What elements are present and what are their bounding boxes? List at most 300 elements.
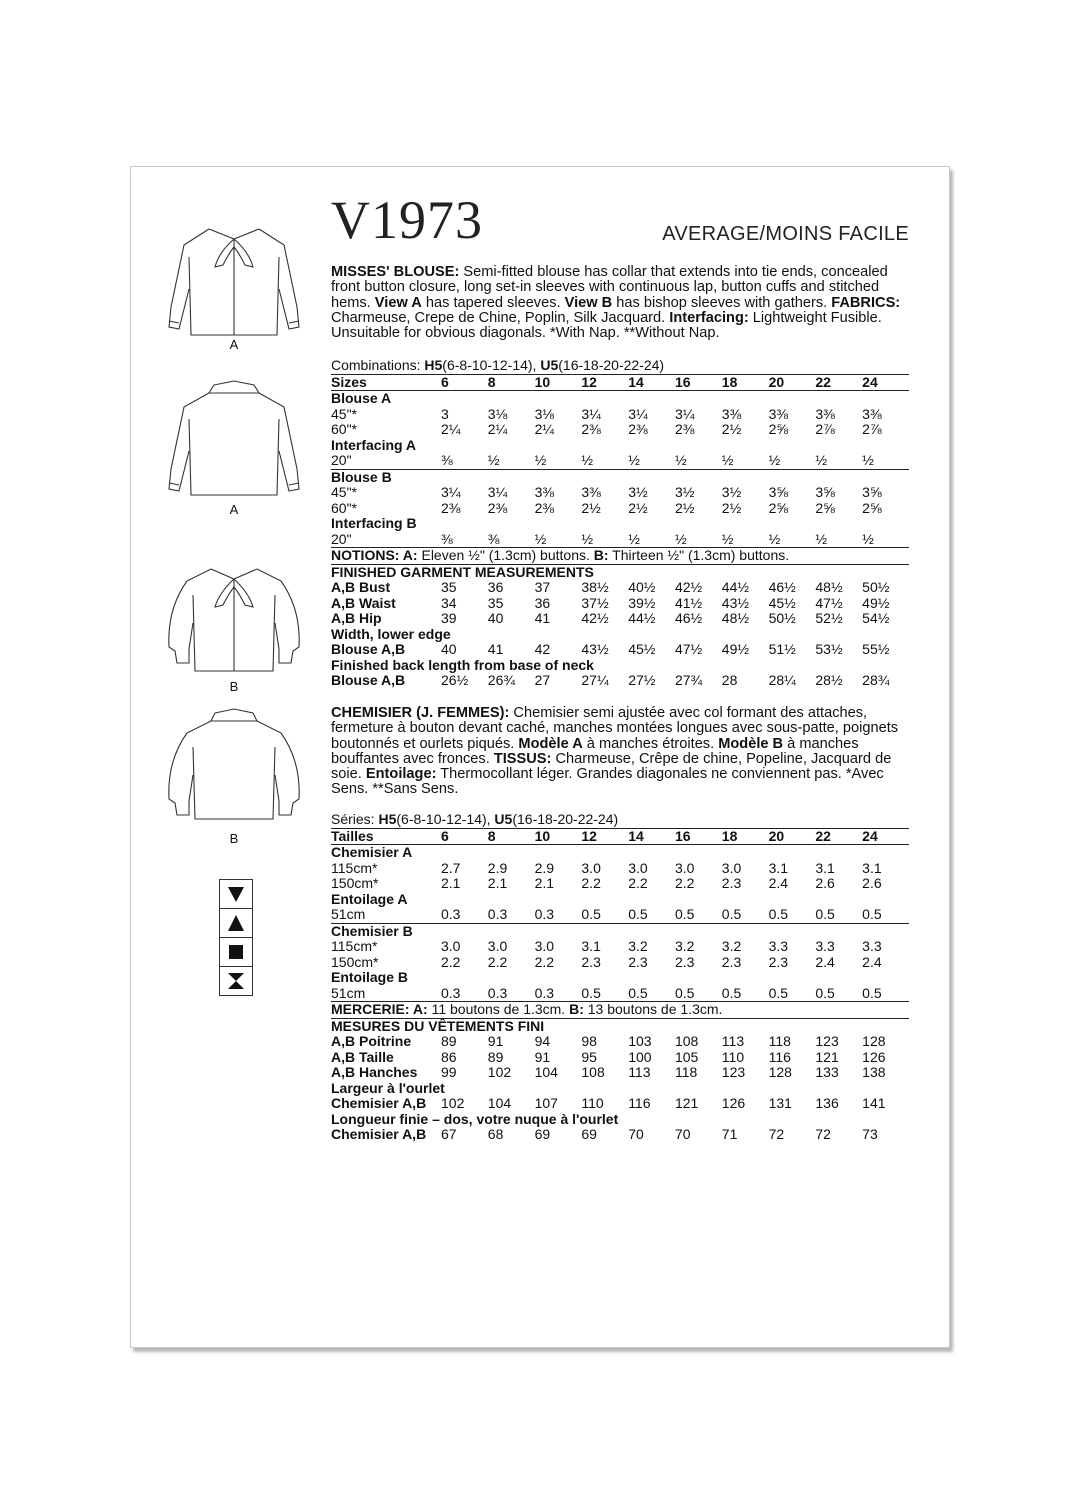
- bold-text: FABRICS:: [831, 294, 901, 311]
- yardage-value: 2¼: [534, 421, 555, 437]
- measurement-value: 105: [674, 1048, 699, 1065]
- yardage-value: 0.5: [628, 984, 648, 1001]
- yardage-value: 0.5: [721, 984, 742, 1001]
- triangle-down-icon: [220, 880, 252, 909]
- yardage-value: 3⅜: [815, 405, 835, 422]
- yardage-value: 3¼: [441, 484, 461, 500]
- measurement-value: 103: [628, 1033, 652, 1049]
- yardage-value: 3⅛: [534, 405, 555, 422]
- yardage-value: 2⅝: [768, 421, 789, 437]
- text-run: Chemisier semi ajustée avec col formant des attaches, fermeture à bouton devant caché, manches montées longues avec sous-patte, poignets boutonnés et ourlets piqués.: [331, 705, 899, 752]
- measurement-value: 50½: [768, 610, 796, 626]
- view-label: B: [229, 679, 239, 694]
- measurement-value: 91: [534, 1048, 551, 1065]
- yardage-value: 2.2: [441, 953, 461, 970]
- yardage-value: 3.0: [674, 859, 695, 876]
- measurement-value: 48½: [815, 579, 843, 595]
- text-run: (16-18-20-22-24): [512, 811, 619, 827]
- measurement-value: 42: [534, 641, 551, 657]
- measurement-value: 46½: [674, 610, 703, 626]
- measurement-value: 99: [441, 1064, 457, 1080]
- yardage-value: 3.2: [674, 938, 695, 954]
- yardage-value: ½: [487, 452, 500, 468]
- yardage-value: 2.3: [768, 953, 789, 970]
- yardage-value: 2.1: [534, 875, 555, 891]
- yardage-value: 2⅝: [862, 499, 882, 516]
- measurement-value: 34: [441, 594, 457, 611]
- view-label: A: [229, 502, 239, 517]
- table-row: [331, 1002, 909, 1019]
- difficulty-level: AVERAGE/MOINS FACILE: [662, 223, 909, 245]
- yardage-value: 2.2: [487, 953, 508, 970]
- measurement-value: 42½: [674, 579, 703, 595]
- measurement-value: 108: [674, 1033, 699, 1049]
- measurement-value: 43½: [581, 641, 609, 657]
- measurement-value: 26¾: [487, 672, 516, 688]
- yardage-value: 3¼: [674, 405, 695, 422]
- square-icon: [220, 938, 252, 967]
- yardage-value: 3.0: [441, 938, 461, 954]
- measurement-value: 27½: [628, 672, 656, 688]
- description-english: [331, 265, 911, 341]
- yardage-value: ½: [581, 452, 594, 468]
- yardage-value: 2⅜: [441, 499, 461, 516]
- measurement-value: 44½: [721, 579, 750, 595]
- table-row: [331, 1081, 909, 1097]
- measurement-value: 110: [721, 1048, 745, 1065]
- size-column-header: 8: [488, 828, 535, 845]
- table-row: [331, 1034, 909, 1050]
- yardage-value: 2.2: [581, 875, 601, 891]
- measurement-value: 36: [534, 594, 551, 611]
- size-column-header: 22: [815, 374, 862, 391]
- yardage-value: 3⅜: [721, 405, 742, 422]
- yardage-value: ½: [534, 530, 547, 547]
- metric-chart: [331, 812, 909, 1143]
- fabric-width-label: 115cm*: [331, 938, 378, 954]
- yardage-value: ½: [815, 530, 828, 547]
- yardage-value: 2.4: [768, 875, 789, 891]
- measurement-value: 118: [768, 1033, 791, 1049]
- size-column-header: 18: [722, 374, 769, 391]
- view-a-front-drawing: [149, 217, 319, 352]
- yardage-value: 2.3: [721, 875, 742, 891]
- table-row: [331, 374, 909, 391]
- measurement-value: 50½: [862, 579, 890, 595]
- yardage-value: 2.3: [674, 953, 695, 970]
- view-b-front-drawing: [149, 559, 319, 694]
- view-label: B: [229, 831, 239, 846]
- measurement-value: 69: [534, 1126, 551, 1142]
- table-row: [331, 892, 909, 908]
- fabric-width-label: 60"*: [331, 499, 357, 516]
- yardage-value: ½: [862, 452, 874, 468]
- yardage-value: 3.3: [815, 938, 835, 954]
- measurement-subheading: Width, lower edge: [331, 625, 451, 642]
- yardage-value: 2.2: [628, 875, 648, 891]
- text-run: has tapered sleeves.: [421, 294, 565, 311]
- yardage-value: 3½: [721, 484, 742, 500]
- measurement-value: 73: [862, 1126, 878, 1142]
- measurement-value: 69: [581, 1126, 597, 1142]
- measurement-value: 27¾: [674, 672, 703, 688]
- measurement-value: 89: [441, 1033, 457, 1049]
- measurement-value: 49½: [862, 594, 890, 611]
- table-row: [331, 642, 909, 658]
- yardage-value: 3.2: [628, 938, 648, 954]
- text-run: Combinations:: [331, 357, 425, 373]
- triangle-up-icon: [220, 909, 252, 938]
- yardage-value: 2⅝: [768, 499, 789, 516]
- measurement-value: 131: [768, 1095, 792, 1111]
- yardage-value: 3.0: [534, 938, 555, 954]
- yardage-value: ½: [534, 452, 547, 468]
- pattern-back-sheet: [130, 166, 950, 1348]
- yardage-value: 0.3: [534, 906, 555, 922]
- yardage-value: ½: [581, 530, 594, 547]
- table-row: [331, 596, 909, 612]
- fabric-group-label: Chemisier B: [331, 923, 909, 939]
- yardage-value: 2⅞: [862, 421, 882, 437]
- measurement-value: 121: [815, 1048, 839, 1065]
- measurement-value: 91: [487, 1033, 504, 1049]
- yardage-value: 2.4: [815, 953, 835, 970]
- series-line: [331, 812, 909, 828]
- table-row: [331, 828, 909, 845]
- measurement-value: 37: [534, 579, 551, 595]
- text-run: (16-18-20-22-24): [558, 357, 665, 373]
- yardage-value: 0.5: [674, 906, 695, 922]
- yardage-value: 3.0: [487, 938, 508, 954]
- bold-text: B:: [593, 547, 609, 563]
- measurement-value: 35: [441, 579, 457, 595]
- fabric-width-label: 51cm: [331, 906, 366, 922]
- yardage-value: 3.0: [628, 859, 648, 876]
- yardage-value: ½: [628, 530, 640, 547]
- table-row: [331, 1112, 909, 1128]
- fabric-width-label: 45"*: [331, 405, 357, 422]
- measurement-value: 89: [487, 1048, 504, 1065]
- size-column-header: 16: [675, 374, 722, 391]
- yardage-value: 3⅛: [487, 405, 508, 422]
- fabric-group-label: Interfacing B: [331, 515, 417, 531]
- measurement-value: 27¼: [581, 672, 609, 688]
- sizes-header: Tailles: [331, 828, 441, 845]
- size-column-header: 24: [862, 828, 909, 845]
- yardage-value: 2⅜: [674, 421, 695, 437]
- measurement-value: 40: [441, 641, 457, 657]
- yardage-value: 0.5: [768, 984, 789, 1001]
- bold-text: U5: [494, 811, 513, 827]
- measurement-value: 100: [628, 1048, 652, 1065]
- table-row: [331, 1096, 909, 1112]
- yardage-value: 2.3: [581, 953, 601, 970]
- measurement-value: 71: [721, 1126, 738, 1142]
- bold-text: H5: [378, 811, 397, 827]
- measurement-value: 39½: [628, 594, 656, 611]
- yardage-value: ½: [674, 452, 687, 468]
- text-run: à manches étroites.: [582, 735, 719, 752]
- yardage-value: 3⅝: [768, 484, 789, 500]
- yardage-value: ½: [862, 530, 874, 547]
- bold-text: Interfacing:: [669, 309, 749, 326]
- measurement-label: A,B Bust: [331, 579, 391, 595]
- hourglass-icon: [220, 967, 252, 995]
- view-label: A: [229, 337, 239, 352]
- text-run: Thirteen ½" (1.3cm) buttons.: [608, 547, 790, 563]
- yardage-value: 0.5: [862, 906, 882, 922]
- measurement-value: 116: [628, 1095, 651, 1111]
- measurement-label: Chemisier A,B: [331, 1095, 427, 1111]
- measurement-label: A,B Hanches: [331, 1064, 418, 1080]
- measurement-value: 42½: [581, 610, 609, 626]
- yardage-value: 0.5: [581, 984, 601, 1001]
- measurement-value: 41: [534, 610, 551, 626]
- measurement-value: 47½: [674, 641, 703, 657]
- fabric-width-label: 20": [331, 530, 352, 547]
- yardage-value: 2.4: [862, 953, 882, 970]
- yardage-value: 2.7: [441, 859, 461, 876]
- measurement-value: 118: [674, 1064, 698, 1080]
- size-column-header: 24: [862, 374, 909, 391]
- measurement-value: 116: [768, 1048, 791, 1065]
- measurement-value: 113: [628, 1064, 651, 1080]
- table-row: [331, 532, 909, 548]
- measurement-value: 28½: [815, 672, 843, 688]
- table-row: [331, 970, 909, 986]
- measurement-value: 35: [487, 594, 504, 611]
- measurement-value: 102: [441, 1095, 465, 1111]
- measurement-value: 43½: [721, 594, 750, 611]
- measurement-value: 28¼: [768, 672, 796, 688]
- size-column-header: 8: [488, 374, 535, 391]
- yardage-value: 0.5: [628, 906, 648, 922]
- measurement-value: 113: [721, 1033, 745, 1049]
- fabric-width-label: 115cm*: [331, 859, 378, 876]
- measurement-value: 72: [815, 1126, 831, 1142]
- measurement-value: 51½: [768, 641, 796, 657]
- measurement-value: 40: [487, 610, 504, 626]
- fabric-width-label: 60"*: [331, 421, 357, 437]
- measurement-value: 128: [768, 1064, 792, 1080]
- measurement-value: 53½: [815, 641, 843, 657]
- yardage-value: ½: [628, 452, 640, 468]
- text-run: Séries:: [331, 811, 379, 827]
- yardage-value: 2⅜: [534, 499, 555, 516]
- fabric-width-label: 20": [331, 452, 352, 468]
- table-row: [331, 501, 909, 517]
- yardage-value: 3⅜: [534, 484, 555, 500]
- table-row: [331, 861, 909, 877]
- measurements-title: FINISHED GARMENT MEASUREMENTS: [331, 563, 594, 580]
- fabric-group-label: Blouse A: [331, 390, 392, 406]
- yardage-value: 2.6: [862, 875, 882, 891]
- bold-text: View A: [374, 294, 422, 311]
- measurement-value: 123: [815, 1033, 839, 1049]
- yardage-value: 2¼: [487, 421, 508, 437]
- yardage-value: 2.1: [487, 875, 508, 891]
- text-run: 13 boutons de 1.3cm.: [583, 1001, 723, 1017]
- measurement-label: Blouse A,B: [331, 641, 406, 657]
- measurement-value: 104: [534, 1064, 558, 1080]
- size-column-header: 16: [675, 828, 722, 845]
- size-column-header: 6: [441, 828, 488, 845]
- yardage-value: 0.3: [534, 984, 555, 1001]
- yardage-value: 0.5: [581, 906, 601, 922]
- table-row: [331, 611, 909, 627]
- table-row: [331, 469, 909, 485]
- text-run: Thermocollant léger. Grandes diagonales ne conviennent pas. *Avec Sens. **Sans Sens.: [331, 766, 884, 798]
- text-run: Lightweight Fusible. Unsuitable for obvious diagonals. *With Nap. **Without Nap.: [331, 309, 882, 342]
- metric-table: [331, 828, 909, 1143]
- fabric-group-label: Blouse B: [331, 469, 909, 485]
- yardage-value: 3½: [674, 484, 695, 500]
- yardage-value: ½: [815, 452, 828, 468]
- imperial-chart: [331, 358, 909, 689]
- yardage-value: 0.5: [674, 984, 695, 1001]
- text-run: à manches bouffantes avec fronces.: [331, 735, 859, 767]
- size-column-header: 20: [769, 828, 816, 845]
- yardage-value: ½: [721, 530, 734, 547]
- measurement-value: 55½: [862, 641, 890, 657]
- measurement-value: 41½: [674, 594, 703, 611]
- measurement-label: A,B Hip: [331, 610, 382, 626]
- measurement-value: 46½: [768, 579, 796, 595]
- measurement-value: 126: [721, 1095, 746, 1111]
- table-row: [331, 939, 909, 955]
- fabric-width-label: 150cm*: [331, 953, 379, 970]
- measurement-value: 49½: [721, 641, 750, 657]
- measurement-value: 45½: [628, 641, 656, 657]
- yardage-value: 2½: [581, 499, 601, 516]
- measurement-value: 41: [487, 641, 504, 657]
- yardage-value: ⅜: [441, 530, 453, 547]
- yardage-value: 0.5: [768, 906, 789, 922]
- measurement-value: 28¾: [862, 672, 890, 688]
- measurement-value: 102: [487, 1064, 512, 1080]
- measurement-value: 70: [628, 1126, 644, 1142]
- fabric-group-label: Entoilage B: [331, 969, 409, 985]
- yardage-value: 2.3: [721, 953, 742, 970]
- yardage-value: 2½: [674, 499, 695, 516]
- table-row: [331, 1050, 909, 1066]
- measurement-subheading: Finished back length from base of neck: [331, 656, 594, 673]
- yardage-value: 3.1: [815, 859, 835, 876]
- yardage-value: ½: [721, 452, 734, 468]
- measurement-value: 110: [581, 1095, 604, 1111]
- notions-line: [331, 1002, 909, 1019]
- bold-text: Modèle A: [518, 735, 583, 752]
- text-run: 11 boutons de 1.3cm.: [427, 1001, 570, 1017]
- yardage-value: 3.3: [768, 938, 789, 954]
- measurement-value: 121: [674, 1095, 699, 1111]
- bold-text: Entoilage:: [365, 766, 437, 783]
- yardage-value: 3¼: [487, 484, 508, 500]
- sizes-header: Sizes: [331, 374, 441, 391]
- table-row: [331, 453, 909, 469]
- text-run: has bishop sleeves with gathers.: [612, 294, 832, 311]
- notions-line: [331, 548, 909, 565]
- measurement-value: 40½: [628, 579, 656, 595]
- yardage-value: 3: [441, 405, 449, 422]
- yardage-value: 2.9: [487, 859, 508, 876]
- measurement-label: Blouse A,B: [331, 672, 406, 688]
- measurement-value: 36: [487, 579, 504, 595]
- bold-text: NOTIONS: A:: [331, 547, 418, 563]
- table-row: [331, 391, 909, 407]
- yardage-value: ½: [768, 452, 781, 468]
- yardage-value: 3⅜: [581, 484, 601, 500]
- measurement-value: 54½: [862, 610, 890, 626]
- measurement-value: 133: [815, 1064, 839, 1080]
- table-row: [331, 438, 909, 454]
- measurement-value: 27: [534, 672, 551, 688]
- yardage-value: 3¼: [581, 405, 601, 422]
- measurement-label: Chemisier A,B: [331, 1126, 427, 1142]
- measurement-value: 28: [721, 672, 738, 688]
- table-row: [331, 485, 909, 501]
- pattern-number: V1973: [331, 190, 483, 250]
- yardage-value: 0.5: [862, 984, 882, 1001]
- yardage-value: ⅜: [487, 530, 500, 547]
- measurement-value: 94: [534, 1033, 551, 1049]
- measurement-value: 126: [862, 1048, 886, 1065]
- table-row: [331, 564, 909, 580]
- bold-text: CHEMISIER (J. FEMMES):: [331, 705, 510, 721]
- yardage-value: 3.2: [721, 938, 742, 954]
- fabric-width-label: 51cm: [331, 984, 366, 1001]
- bold-text: TISSUS:: [493, 750, 552, 767]
- yardage-value: 2.9: [534, 859, 555, 876]
- table-row: [331, 955, 909, 971]
- measurement-value: 104: [487, 1095, 512, 1111]
- yardage-value: 2.2: [674, 875, 695, 891]
- measurement-value: 108: [581, 1064, 605, 1080]
- size-column-header: 12: [581, 828, 628, 845]
- measurement-label: A,B Poitrine: [331, 1033, 412, 1049]
- table-row: [331, 1127, 909, 1143]
- yardage-value: 3⅜: [862, 405, 882, 422]
- measurement-value: 107: [534, 1095, 558, 1111]
- text-run: Eleven ½" (1.3cm) buttons.: [417, 547, 594, 563]
- size-column-header: 14: [628, 828, 675, 845]
- bold-text: MERCERIE: A:: [331, 1001, 428, 1017]
- table-row: [331, 907, 909, 923]
- measurement-value: 26½: [441, 672, 469, 688]
- yardage-value: 2⅝: [815, 499, 835, 516]
- measurement-value: 98: [581, 1033, 597, 1049]
- yardage-value: 3¼: [628, 405, 648, 422]
- yardage-value: 3.0: [581, 859, 601, 876]
- measurement-value: 141: [862, 1095, 886, 1111]
- size-column-header: 22: [815, 828, 862, 845]
- size-column-header: 10: [535, 374, 582, 391]
- measurement-value: 47½: [815, 594, 843, 611]
- yardage-value: 2.6: [815, 875, 835, 891]
- yardage-value: 3⅝: [862, 484, 882, 500]
- yardage-value: 3.1: [768, 859, 789, 876]
- measurement-value: 67: [441, 1126, 457, 1142]
- yardage-value: 0.5: [815, 906, 835, 922]
- fabric-group-label: Chemisier A: [331, 844, 413, 860]
- fabric-width-label: 45"*: [331, 484, 357, 500]
- table-row: [331, 1018, 909, 1034]
- measurement-value: 72: [768, 1126, 785, 1142]
- table-row: [331, 627, 909, 643]
- measurement-value: 52½: [815, 610, 843, 626]
- yardage-value: ⅜: [441, 452, 453, 468]
- table-row: [331, 986, 909, 1002]
